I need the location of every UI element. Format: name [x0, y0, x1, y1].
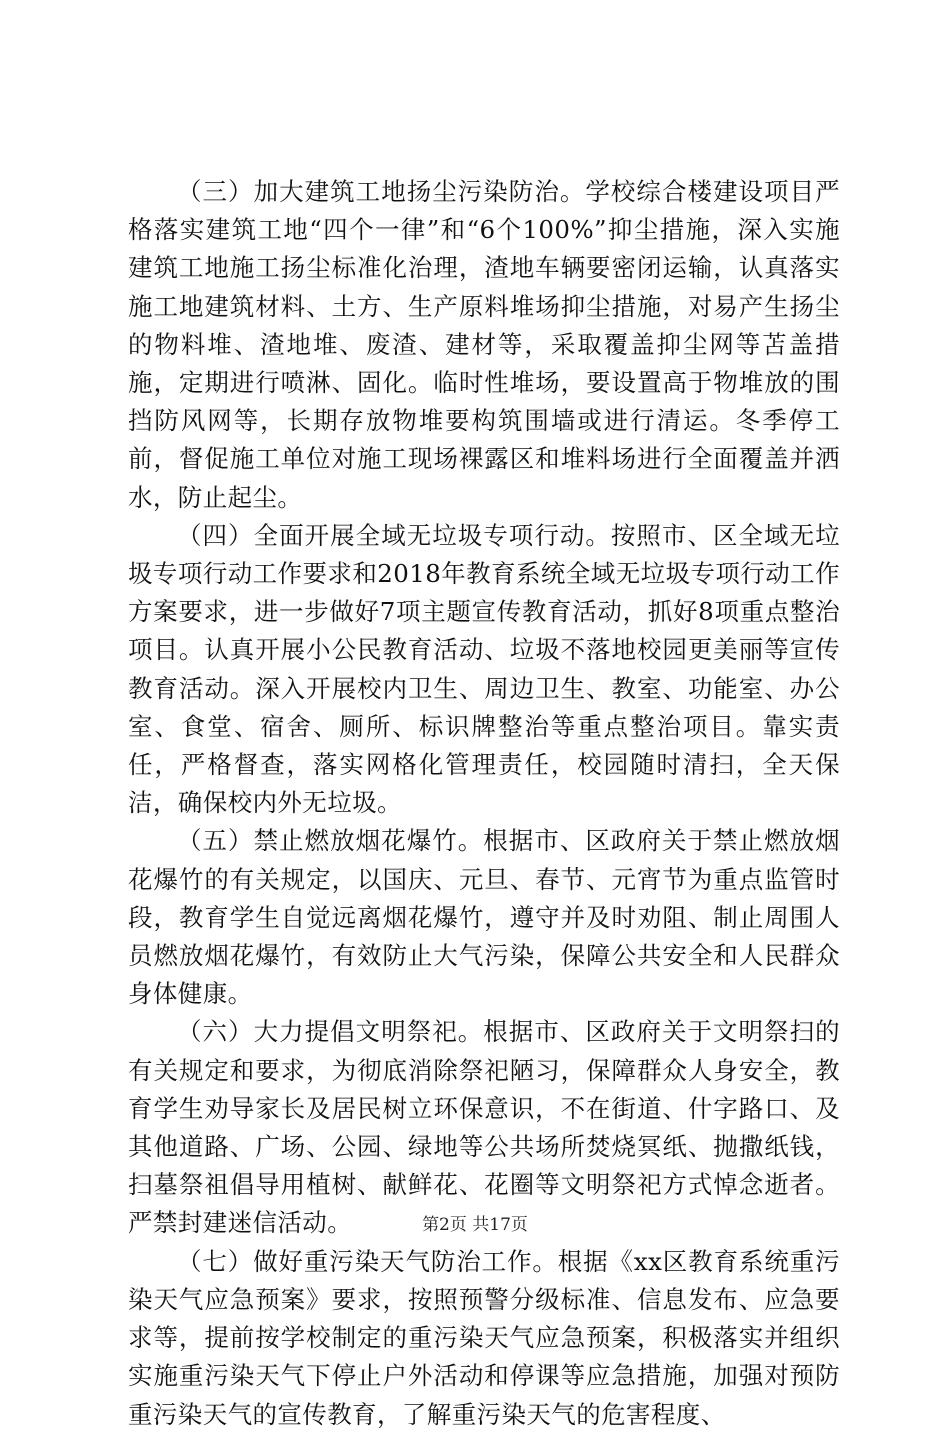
- document-body: [128, 173, 840, 1434]
- paragraph-civilized-sacrifice: （六）大力提倡文明祭祀。根据市、区政府关于文明祭扫的有关规定和要求，为彻底消除祭祀陋习，保障群众人身安全，教育学生劝导家长及居民树立环保意识，不在街道、什字路口、及其他道路、广场、公园、绿地等公共场所焚烧冥纸、抛撒纸钱，扫墓祭祖倡导用植树、献鲜花、花圈等文明祭祀方式悼念逝者。严禁封建迷信活动。: [128, 1017, 840, 1238]
- paragraph-heavy-pollution: （七）做好重污染天气防治工作。根据《xx区教育系统重污染天气应急预案》要求，按照预警分级标准、信息发布、应急要求等，提前按学校制定的重污染天气应急预案，积极落实并组织实施重污染天气下停止户外活动和停课等应急措施，加强对预防重污染天气的宣传教育，了解重污染天气的危害程度、: [128, 1246, 840, 1429]
- paragraph-no-garbage-action: （四）全面开展全域无垃圾专项行动。按照市、区全域无垃圾专项行动工作要求和2018年教育系统全域无垃圾专项行动工作方案要求，进一步做好7项主题宣传教育活动，抓好8项重点整治项目。认真开展小公民教育活动、垃圾不落地校园更美丽等宣传教育活动。深入开展校内卫生、周边卫生、教室、功能室、办公室、食堂、宿舍、厕所、标识牌整治等重点整治项目。靠实责任，严格督查，落实网格化管理责任，校园随时清扫，全天保洁，确保校内外无垃圾。: [128, 520, 840, 818]
- paragraph-construction-dust: （三）加大建筑工地扬尘污染防治。学校综合楼建设项目严格落实建筑工地“四个一律”和“6个100%”抑尘措施，深入实施建筑工地施工扬尘标准化治理，渣地车辆要密闭运输，认真落实施工地建筑材料、土方、生产原料堆场抑尘措施，对易产生扬尘的物料堆、渣地堆、废渣、建材等，采取覆盖抑尘网等苫盖措施，定期进行喷淋、固化。临时性堆场，要设置高于物堆放的围挡防风网等，长期存放物堆要构筑围墙或进行清运。冬季停工前，督促施工单位对施工现场裸露区和堆料场进行全面覆盖并洒水，防止起尘。: [128, 177, 840, 512]
- paragraph-fireworks-ban: （五）禁止燃放烟花爆竹。根据市、区政府关于禁止燃放烟花爆竹的有关规定，以国庆、元旦、春节、元宵节为重点监管时段，教育学生自觉远离烟花爆竹，遵守并及时劝阻、制止周围人员燃放烟花爆竹，有效防止大气污染，保障公共安全和人民群众身体健康。: [128, 826, 840, 1009]
- page-number-footer: 第2页 共17页: [422, 1215, 528, 1235]
